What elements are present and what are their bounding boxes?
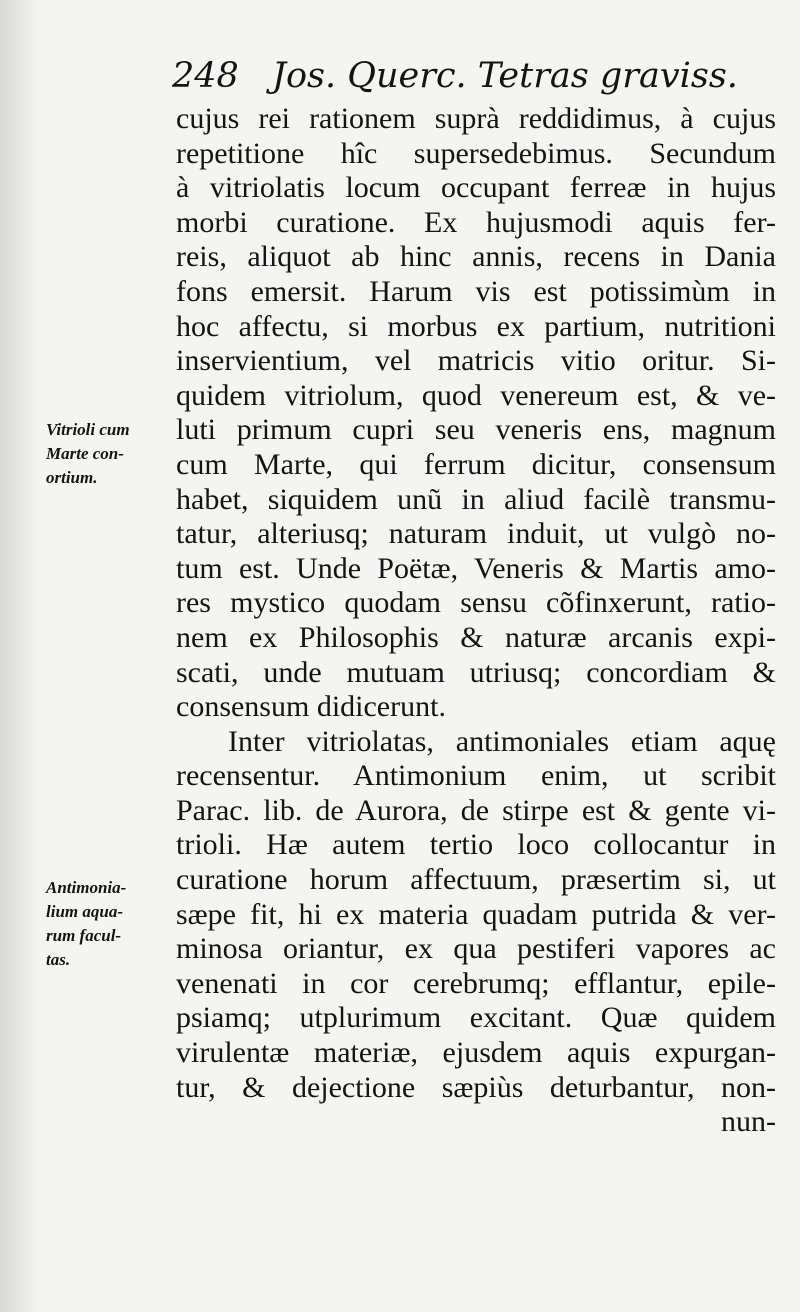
text-line: tum est. Unde Poëtæ, Veneris & Martis amo- [176, 551, 776, 585]
text-line: consensum didicerunt. [176, 690, 446, 724]
text-line: scati, unde mutuam utriusq; concordiam & [176, 655, 776, 689]
margin-note-line: Antimonia- [46, 878, 127, 897]
margin-note-line: Vitrioli cum [46, 420, 130, 439]
text-line: recensentur. Antimonium enim, ut scribit [176, 759, 776, 793]
text-line: psiamq; utplurimum excitant. Quæ quidem [176, 1001, 776, 1035]
margin-note-line: lium aqua- [46, 902, 123, 921]
page-header [172, 52, 772, 100]
margin-note-line: rum facul- [46, 926, 122, 945]
text-line: res mystico quodam sensu cõfinxerunt, ratio- [176, 586, 776, 620]
text-line: Inter vitriolatas, antimoniales etiam aquę [228, 724, 776, 758]
text-line: tatur, alteriusq; naturam induit, ut vulgò no- [176, 517, 776, 551]
margin-note-line: tas. [46, 950, 71, 969]
running-title: Jos. Querc. Tetras graviss. [271, 56, 738, 96]
text-line: reis, aliquot ab hinc annis, recens in Dania [176, 240, 776, 274]
text-line: minosa oriantur, ex qua pestiferi vapores ac [176, 932, 776, 966]
text-line: inservientium, vel matricis vitio oritur. Si- [176, 344, 776, 378]
text-line: nem ex Philosophis & naturæ arcanis expi- [176, 620, 776, 654]
margin-note-line: ortium. [46, 468, 98, 487]
text-line: quidem vitriolum, quod venereum est, & ve- [176, 378, 776, 412]
catchword: nun- [721, 1105, 776, 1139]
text-line: morbi curatione. Ex hujusmodi aquis fer- [176, 205, 776, 239]
body-text [176, 102, 776, 1140]
margin-note-vitrioli [46, 418, 176, 490]
text-line: hoc affectu, si morbus ex partium, nutritioni [176, 309, 776, 343]
page-number: 248 [172, 56, 239, 96]
text-line: fons emersit. Harum vis est potissimùm in [176, 274, 776, 308]
margin-note-line: Marte con- [46, 444, 124, 463]
text-line: cum Marte, qui ferrum dicitur, consensum [176, 447, 776, 481]
text-line: curatione horum affectuum, præsertim si, ut [176, 863, 776, 897]
text-line: repetitione hîc supersedebimus. Secundum [176, 136, 776, 170]
text-line: cujus rei rationem suprà reddidimus, à cujus [176, 102, 776, 135]
margin-note-antimonialium [46, 876, 176, 972]
text-line: habet, siquidem unũ in aliud facilè transmu- [176, 482, 776, 516]
text-line: Parac. lib. de Aurora, de stirpe est & gente vi- [176, 793, 776, 827]
text-line: sæpe fit, hi ex materia quadam putrida & ver- [176, 897, 776, 931]
text-line: venenati in cor cerebrumq; efflantur, epile- [176, 966, 776, 1000]
text-line: luti primum cupri seu veneris ens, magnum [176, 413, 776, 447]
text-line: trioli. Hæ autem tertio loco collocantur in [176, 828, 776, 862]
text-line: virulentæ materiæ, ejusdem aquis expurgan- [176, 1036, 776, 1070]
text-line: à vitriolatis locum occupant ferreæ in hujus [176, 171, 776, 205]
text-line: tur, & dejectione sæpiùs deturbantur, non- [176, 1070, 776, 1104]
